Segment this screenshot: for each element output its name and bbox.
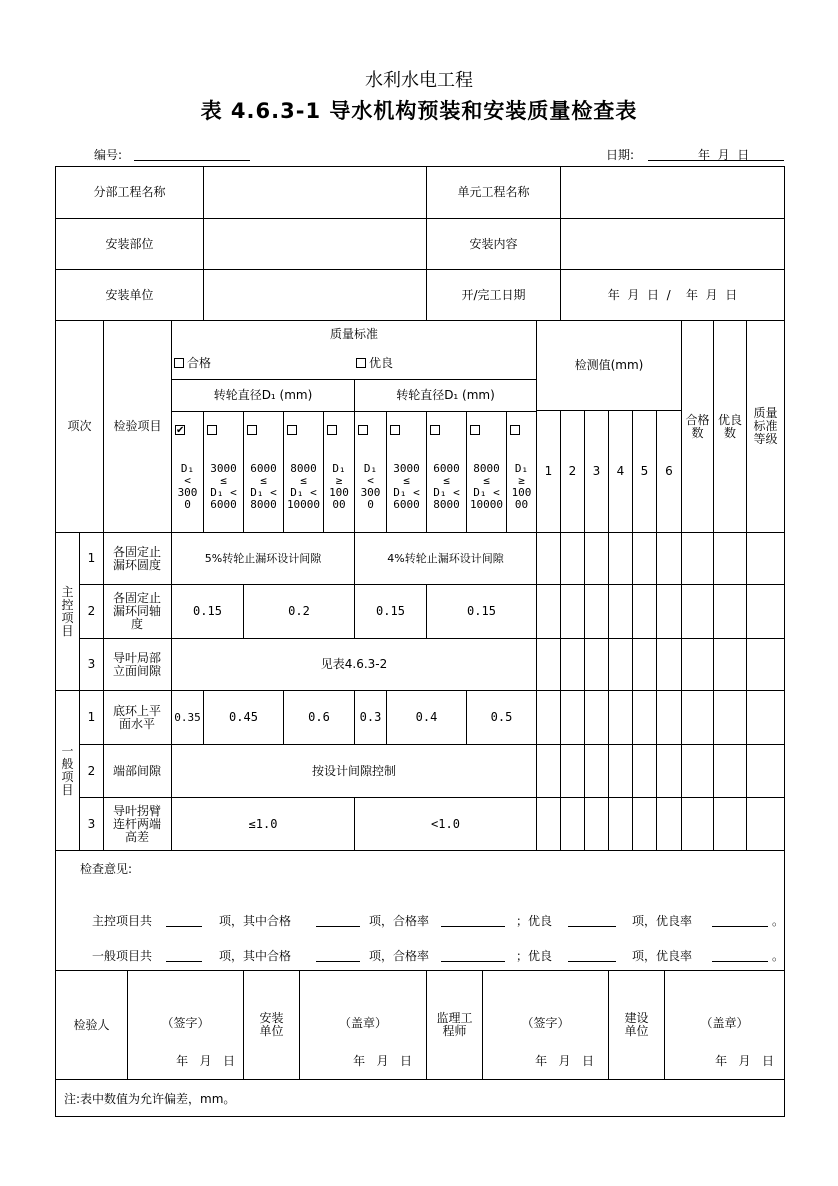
- row-general-1-name: 底环上平面水平: [112, 703, 161, 731]
- general-period: 。: [772, 949, 785, 963]
- date-label: 日期:: [606, 148, 635, 162]
- supervisor-label: 监理工程师: [436, 1011, 473, 1038]
- measure-col-1: 1: [544, 464, 553, 478]
- measure-col-3: 3: [592, 464, 601, 478]
- range-label-4-left: 8000 ≤ D₁ < 10000: [286, 462, 321, 511]
- pass-option[interactable]: [174, 354, 294, 372]
- builder-label: 建设单位: [624, 1011, 649, 1038]
- sub-project-label: 分部工程名称: [93, 185, 166, 199]
- row-general-2-std: 按设计间隙控制: [311, 763, 396, 778]
- row-main-1-name: 各固定止漏环圆度: [112, 544, 161, 572]
- main-total-field[interactable]: [166, 926, 202, 927]
- general-excellent-rate-text: 项，优良率: [632, 949, 693, 963]
- quality-std-header: 质量标准: [329, 326, 378, 341]
- measure-col-5: 5: [640, 464, 649, 478]
- diameter-label-left: 转轮直径D₁ (mm): [213, 388, 313, 402]
- inspector-sign[interactable]: （签字）: [161, 1015, 210, 1030]
- excellent-label: 优良: [369, 355, 394, 370]
- row-general-1-val-4: 0.3: [359, 710, 382, 724]
- row-main-2-val-4: 0.15: [467, 604, 496, 618]
- main-excellent-text: ；优良: [516, 914, 553, 928]
- range-checkbox-1-right[interactable]: [358, 425, 368, 435]
- row-main-2-val-1: 0.15: [193, 604, 222, 618]
- main-period: 。: [772, 914, 785, 928]
- range-label-5-left: D₁ ≥ 100 00: [329, 462, 349, 511]
- install-unit-value[interactable]: [204, 270, 426, 320]
- row-general-1-val-5: 0.4: [415, 710, 438, 724]
- unit-project-label: 单元工程名称: [457, 185, 530, 199]
- diameter-label-right: 转轮直径D₁ (mm): [396, 388, 495, 402]
- range-label-1-left: D₁ < 300 0: [177, 462, 198, 511]
- excellent-option[interactable]: [356, 354, 476, 372]
- range-checkbox-4-left[interactable]: [287, 425, 297, 435]
- general-excellent-rate-field[interactable]: [712, 961, 768, 962]
- row-general-1-val-2: 0.45: [229, 710, 258, 724]
- general-pass-text: 项，其中合格: [219, 949, 292, 963]
- range-label-3-left: 6000 ≤ D₁ < 8000: [250, 462, 277, 511]
- item-no-header: 项次: [67, 419, 92, 433]
- general-rate-field[interactable]: [441, 961, 505, 962]
- row-main-2-val-3: 0.15: [376, 604, 405, 618]
- row-main-2-name: 各固定止漏环同轴度: [112, 591, 161, 631]
- range-label-4-right: 8000 ≤ D₁ < 10000: [469, 462, 504, 511]
- main-pass-text: 项，其中合格: [219, 914, 292, 928]
- inspector-date: 年 月 日: [176, 1053, 235, 1068]
- row-general-2-name: 端部间隙: [112, 763, 161, 778]
- install-location-label: 安装部位: [105, 236, 154, 251]
- row-general-1-val-6: 0.5: [490, 710, 513, 724]
- row-main-2-val-2: 0.2: [288, 604, 310, 618]
- general-rate-text: 项，合格率: [369, 949, 430, 963]
- range-label-1-right: D₁ < 300 0: [360, 462, 381, 511]
- main-summary-prefix: 主控项目共: [92, 914, 153, 928]
- general-pass-field[interactable]: [316, 961, 360, 962]
- row-general-3-no: 3: [87, 816, 96, 831]
- measure-col-4: 4: [616, 464, 625, 478]
- inspector-label: 检验人: [73, 1017, 110, 1032]
- row-general-1-val-1: 0.35: [174, 710, 201, 724]
- main-pass-field[interactable]: [316, 926, 360, 927]
- row-main-2-no: 2: [87, 604, 96, 618]
- row-general-3-std-left: ≤1.0: [248, 816, 278, 831]
- row-main-3-name: 导叶局部立面间隙: [112, 650, 161, 678]
- row-general-1-no: 1: [87, 710, 96, 724]
- main-rate-field[interactable]: [441, 926, 505, 927]
- row-general-3-name: 导叶拐臂连杆两端高差: [112, 803, 161, 844]
- measure-col-6: 6: [665, 464, 673, 478]
- range-checkbox-4-right[interactable]: [470, 425, 480, 435]
- range-checkbox-2-left[interactable]: [207, 425, 217, 435]
- sub-project-value[interactable]: [204, 167, 426, 218]
- start-end-label: 开/完工日期: [461, 287, 526, 302]
- builder-date: 年 月 日: [715, 1053, 774, 1068]
- builder-seal[interactable]: （盖章）: [700, 1015, 749, 1030]
- number-label: 编号:: [94, 148, 123, 162]
- measured-header: 检测值(mm): [574, 358, 644, 372]
- row-main-1-no: 1: [87, 551, 96, 565]
- range-label-5-right: D₁ ≥ 100 00: [511, 462, 532, 511]
- range-label-2-right: 3000 ≤ D₁ < 6000: [393, 462, 420, 511]
- row-main-3-no: 3: [87, 657, 96, 671]
- range-label-3-right: 6000 ≤ D₁ < 8000: [433, 462, 460, 511]
- install-unit-seal[interactable]: （盖章）: [338, 1015, 387, 1030]
- date-ymd: 年 月 日: [698, 148, 750, 162]
- opinion-label: 检查意见:: [80, 862, 133, 876]
- inspect-item-header: 检验项目: [113, 419, 162, 433]
- row-main-1-std-left: 5%转轮止漏环设计间隙: [204, 551, 322, 565]
- row-general-3-std-right: <1.0: [431, 816, 460, 831]
- main-excellent-rate-field[interactable]: [712, 926, 768, 927]
- row-main-1-std-right: 4%转轮止漏环设计间隙: [387, 551, 504, 565]
- range-checkbox-5-left[interactable]: [327, 425, 337, 435]
- main-group-label: 主控项目: [61, 584, 74, 638]
- row-main-3-std: 见表4.6.3-2: [320, 657, 388, 671]
- start-end-value[interactable]: 年 月 日 / 年 月 日: [607, 287, 738, 302]
- pass-count-header: 合格数: [685, 412, 710, 440]
- supervisor-date: 年 月 日: [535, 1053, 594, 1068]
- range-checkbox-3-right[interactable]: [430, 425, 440, 435]
- install-unit-sign-label: 安装单位: [259, 1011, 284, 1038]
- pass-checkbox[interactable]: [174, 358, 184, 368]
- general-excellent-field[interactable]: [568, 961, 616, 962]
- main-rate-text: 项，合格率: [369, 914, 430, 928]
- supervisor-sign[interactable]: （签字）: [521, 1015, 570, 1030]
- unit-project-value[interactable]: [561, 167, 784, 218]
- install-content-value[interactable]: [561, 219, 784, 269]
- range-checkbox-2-right[interactable]: [390, 425, 400, 435]
- main-excellent-rate-text: 项，优良率: [632, 914, 693, 928]
- pass-label: 合格: [187, 355, 212, 370]
- row-general-2-no: 2: [87, 763, 96, 778]
- general-excellent-text: ；优良: [516, 949, 553, 963]
- range-label-2-left: 3000 ≤ D₁ < 6000: [210, 462, 237, 511]
- range-checkbox-3-left[interactable]: [247, 425, 257, 435]
- main-excellent-field[interactable]: [568, 926, 616, 927]
- excellent-count-header: 优良数: [717, 412, 742, 440]
- footnote: 注:表中数值为允许偏差，mm。: [64, 1092, 236, 1106]
- install-content-label: 安装内容: [469, 236, 518, 251]
- general-summary-prefix: 一般项目共: [92, 949, 153, 963]
- form-title: 表 4.6.3-1 导水机构预装和安装质量检查表: [200, 99, 638, 123]
- row-general-1-val-3: 0.6: [308, 710, 330, 724]
- range-checkbox-1-left[interactable]: ✔: [176, 424, 185, 436]
- excellent-checkbox[interactable]: [356, 358, 366, 368]
- general-group-label: 一般项目: [61, 743, 74, 797]
- install-location-value[interactable]: [204, 219, 426, 269]
- measure-col-2: 2: [568, 464, 577, 478]
- install-unit-date: 年 月 日: [353, 1053, 412, 1068]
- grade-header: 质量标准等级: [753, 406, 778, 446]
- range-checkbox-5-right[interactable]: [510, 425, 520, 435]
- document-title: 水利水电工程: [365, 70, 473, 91]
- general-total-field[interactable]: [166, 961, 202, 962]
- install-unit-label: 安装单位: [105, 287, 154, 302]
